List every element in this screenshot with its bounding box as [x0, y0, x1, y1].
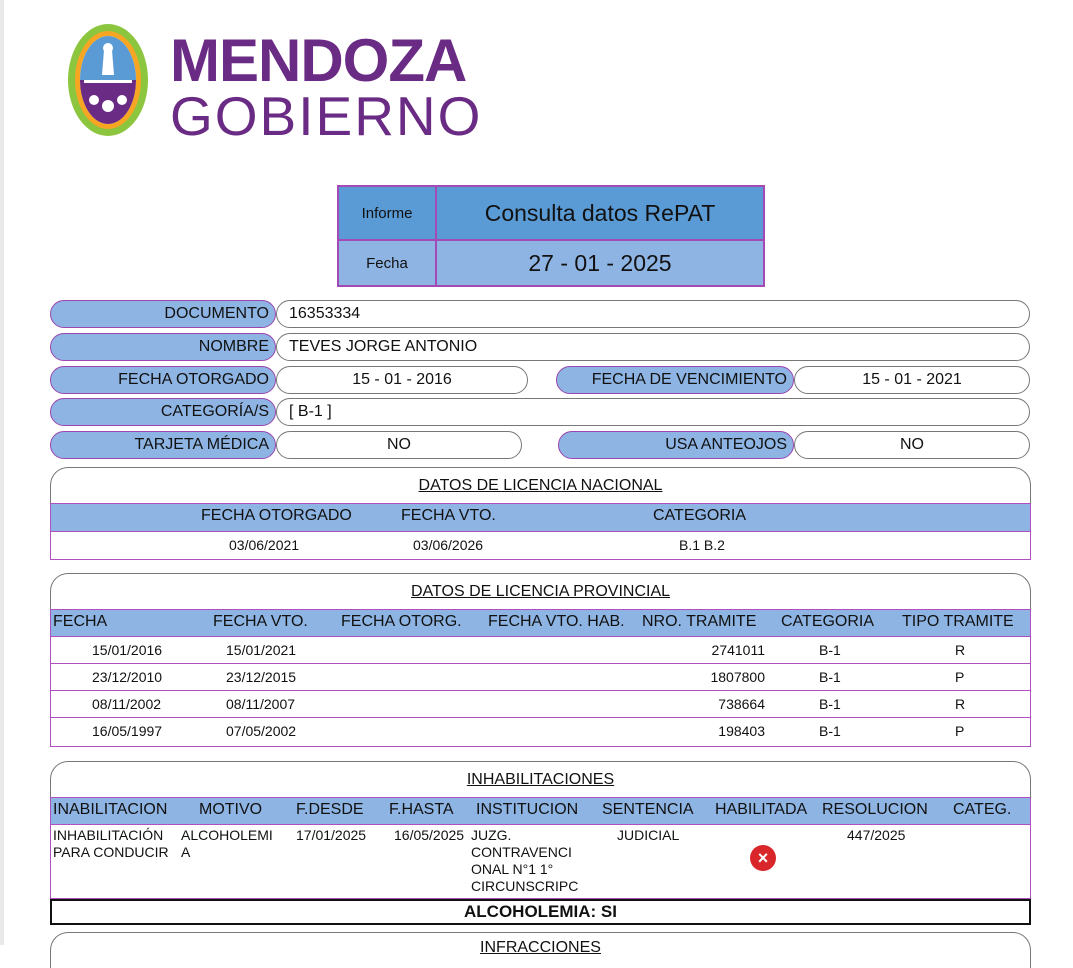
mendoza-coat-of-arms-logo: [64, 20, 154, 140]
nacional-header-categoria: CATEGORIA: [653, 507, 747, 524]
inhab-cell-sentencia: JUDICIAL: [617, 827, 680, 843]
provincial-header-vto-hab: FECHA VTO. HAB.: [488, 613, 625, 630]
documento-label: DOCUMENTO: [50, 300, 276, 328]
provincial-cell-tipo: P: [955, 669, 965, 685]
provincial-cell-vto: 23/12/2015: [226, 669, 297, 685]
fecha-vencimiento-label: FECHA DE VENCIMIENTO: [556, 366, 794, 394]
inhab-cell-inabilitacion: INHABILITACIÓN PARA CONDUCIR: [53, 827, 169, 860]
provincial-cell-fecha: 23/12/2010: [92, 669, 163, 685]
provincial-cell-tramite: 198403: [718, 723, 765, 739]
table-row: [50, 637, 1031, 664]
provincial-cell-categoria: B-1: [819, 642, 841, 658]
infracciones-section-title: [50, 932, 1031, 968]
provincial-header-tramite: NRO. TRAMITE: [642, 613, 757, 630]
usa-anteojos-value: NO: [794, 431, 1030, 459]
provincial-cell-vto: 07/05/2002: [226, 723, 297, 739]
inhab-header-institucion: INSTITUCION: [476, 801, 579, 818]
nacional-cell-vto: 03/06/2026: [413, 537, 484, 553]
provincial-header-vto: FECHA VTO.: [213, 613, 308, 630]
fecha-vencimiento-value: 15 - 01 - 2021: [794, 366, 1030, 394]
x-circle-icon: ×: [750, 845, 776, 871]
inhab-cell-hasta: 16/05/2025: [394, 827, 465, 843]
provincial-cell-tipo: R: [955, 642, 966, 658]
table-row: [50, 718, 1031, 747]
infracciones-title-text: INFRACCIONES: [480, 939, 601, 956]
tarjeta-medica-value: NO: [276, 431, 522, 459]
table-row: [50, 532, 1031, 560]
provincial-table-header: [50, 609, 1031, 637]
fecha-otorgado-value: 15 - 01 - 2016: [276, 366, 528, 394]
inhab-header-hasta: F.HASTA: [389, 801, 454, 818]
fecha-value: 27 - 01 - 2025: [435, 239, 765, 287]
inhab-header-categ: CATEG.: [953, 801, 1012, 818]
inhab-header-inabilitacion: INABILITACION: [53, 801, 168, 818]
provincial-cell-fecha: 08/11/2002: [92, 696, 162, 712]
nombre-value: TEVES JORGE ANTONIO: [276, 333, 1030, 361]
inhab-cell-motivo: ALCOHOLEMI A: [181, 827, 273, 860]
nombre-label: NOMBRE: [50, 333, 276, 361]
provincial-header-otorg: FECHA OTORG.: [341, 613, 462, 630]
provincial-cell-fecha: 16/05/1997: [92, 723, 163, 739]
provincial-title-text: DATOS DE LICENCIA PROVINCIAL: [410, 582, 671, 600]
inhabilitaciones-table-header: [50, 797, 1031, 825]
table-row: [50, 825, 1031, 899]
inhab-header-motivo: MOTIVO: [199, 801, 263, 818]
nacional-cell-otorgado: 03/06/2021: [229, 537, 300, 553]
categoria-label: CATEGORÍA/S: [50, 398, 276, 426]
inhab-header-habilitada: HABILITADA: [715, 801, 808, 818]
provincial-cell-tipo: R: [955, 696, 966, 712]
categoria-value: [ B-1 ]: [276, 398, 1030, 426]
informe-value: Consulta datos RePAT: [435, 185, 765, 241]
alcoholemia-banner: ALCOHOLEMIA: SI: [50, 899, 1031, 925]
nacional-cell-categoria: B.1 B.2: [679, 537, 725, 553]
inhab-header-resolucion: RESOLUCION: [822, 801, 928, 818]
inhab-header-desde: F.DESDE: [296, 801, 364, 818]
provincial-cell-categoria: B-1: [819, 669, 841, 685]
provincial-cell-tramite: 738664: [718, 696, 765, 712]
logo-title-gobierno: GOBIERNO: [170, 85, 483, 147]
documento-value: 16353334: [276, 300, 1030, 328]
nacional-section-title: [50, 467, 1031, 503]
inhabilitaciones-section-title: [50, 761, 1031, 797]
provincial-header-categoria: CATEGORIA: [781, 613, 875, 630]
nacional-header-otorgado: FECHA OTORGADO: [201, 507, 352, 524]
usa-anteojos-label: USA ANTEOJOS: [558, 431, 794, 459]
provincial-cell-fecha: 15/01/2016: [92, 642, 163, 658]
logo-title-mendoza: MENDOZA: [170, 27, 467, 94]
inhab-cell-resolucion: 447/2025: [847, 827, 906, 843]
nacional-header-vto: FECHA VTO.: [401, 507, 496, 524]
inhab-header-sentencia: SENTENCIA: [602, 801, 694, 818]
provincial-cell-categoria: B-1: [819, 696, 841, 712]
inhabilitaciones-title-text: INHABILITACIONES: [466, 770, 615, 788]
table-row: [50, 664, 1031, 691]
provincial-cell-tramite: 1807800: [710, 669, 765, 685]
provincial-cell-vto: 08/11/2007: [226, 696, 296, 712]
inhab-cell-institucion: JUZG. CONTRAVENCI ONAL N°1 1° CIRCUNSCRIPC: [471, 827, 579, 894]
fecha-otorgado-label: FECHA OTORGADO: [50, 366, 276, 394]
provincial-cell-tipo: P: [955, 723, 965, 739]
provincial-cell-vto: 15/01/2021: [226, 642, 297, 658]
nacional-title-text: DATOS DE LICENCIA NACIONAL: [418, 476, 663, 494]
informe-label: Informe: [337, 185, 437, 241]
inhab-cell-desde: 17/01/2025: [296, 827, 367, 843]
table-row: [50, 691, 1031, 718]
fecha-label: Fecha: [337, 239, 437, 287]
provincial-header-tipo: TIPO TRAMITE: [902, 613, 1014, 630]
page-edge: [0, 0, 4, 945]
tarjeta-medica-label: TARJETA MÉDICA: [50, 431, 276, 459]
provincial-section-title: [50, 573, 1031, 609]
provincial-cell-categoria: B-1: [819, 723, 841, 739]
nacional-table-header: [50, 503, 1031, 532]
provincial-cell-tramite: 2741011: [711, 642, 765, 658]
provincial-header-fecha: FECHA: [53, 613, 108, 630]
